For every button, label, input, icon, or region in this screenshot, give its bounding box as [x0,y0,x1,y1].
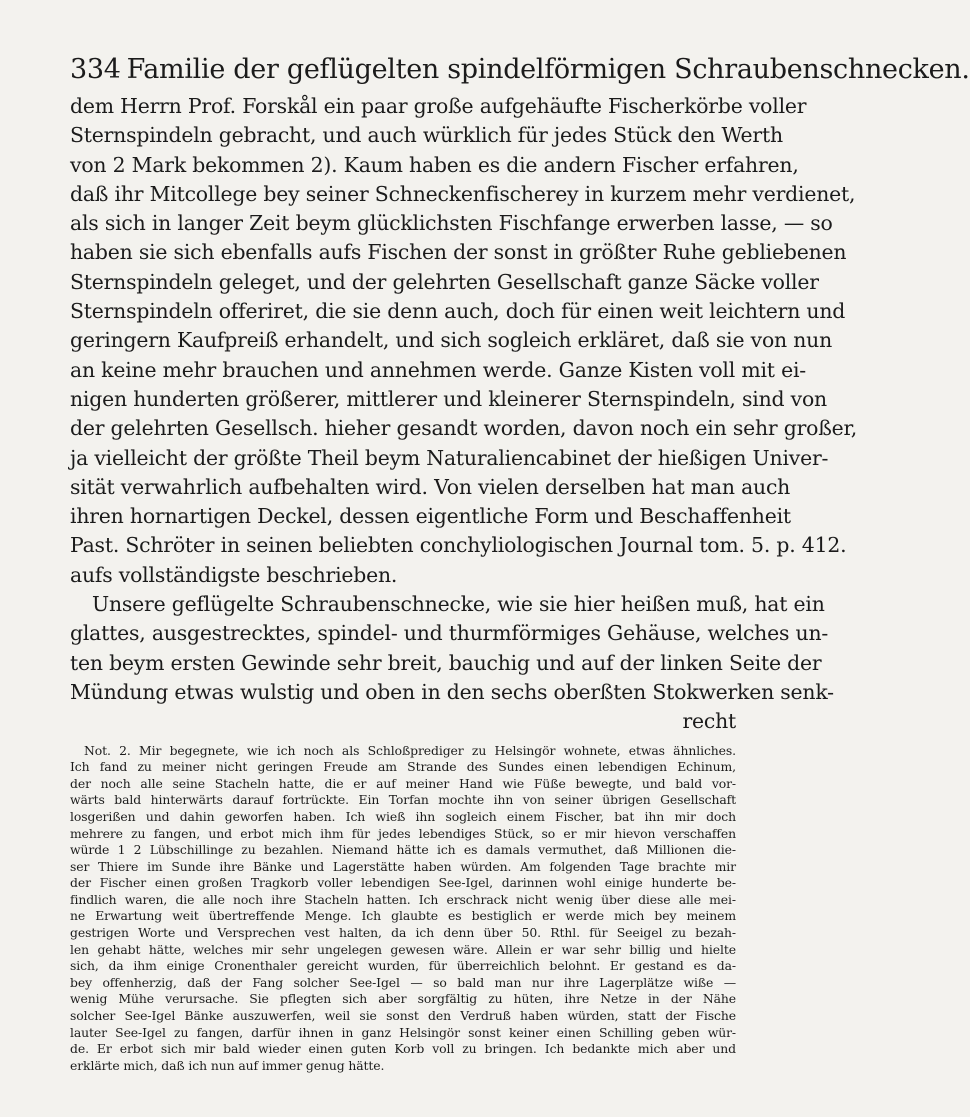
text-line: ihren hornartigen Deckel, dessen eigentliche Form und Beschaffenheit [70,504,791,529]
text-line: dem Herrn Prof. Forskål ein paar große aufgehäufte Fischerkörbe voller [70,94,807,118]
footnote-line: Ich fand zu meiner nicht geringen Freude am Strande des Sundes einen lebendigen Echinum, [70,759,736,775]
footnote-line: sich, da ihm einige Cronenthaler gereicht wurden, für überreichlich belohnt. Er gestand es da- [70,958,736,974]
main-text [70,92,858,737]
running-title: Familie der geflügelten spindelförmigen Schraubenschnecken. [126,54,970,85]
footnote-line: lauter See-Igel zu fangen, darfür ihnen in ganz Helsingör sonst keiner einen Schilling geben wür- [70,1024,736,1040]
footnote-line: solcher See-Igel Bänke auszuwerfen, weil sie sonst den Verdruß haben würden, statt der Fische [70,1008,736,1024]
text-line: Unsere geflügelte Schraubenschnecke, wie sie hier heißen muß, hat ein [92,592,825,617]
footnote-line: gestrigen Worte und Versprechen vest halten, da ich denn über 50. Rthl. für Seeigel zu bezah- [70,925,736,941]
footnote-line: len gehabt hätte, welches mir sehr ungelegen gewesen wäre. Allein er war sehr billig und hielte [70,941,736,957]
text-line: glattes, ausgestrecktes, spindel- und thurmförmiges Gehäuse, welches un- [70,621,829,646]
text-line: als sich in langer Zeit beym glücklichsten Fischfange erwerben lasse, — so [70,211,833,236]
text-line: daß ihr Mitcollege bey seiner Schneckenfischerey in kurzem mehr verdienet, [70,181,856,206]
footnote-line: erklärte mich, daß ich nun auf immer genug hätte. [70,1057,385,1073]
text-line: aufs vollständigste beschrieben. [70,562,398,587]
footnote-line: mehrere zu fangen, und erbot mich ihm für jedes lebendiges Stück, so er mir hievon verschaffen [70,825,736,841]
footnote-line: wärts bald hinterwärts darauf fortrückte. Ein Torfan mochte ihn von seiner übrigen Gesellschaft [70,792,736,808]
text-line: Sternspindeln geleget, und der gelehrten Gesellschaft ganze Säcke voller [70,269,819,294]
text-line: sität verwahrlich aufbehalten wird. Von vielen derselben hat man auch [70,474,791,499]
text-line: Sternspindeln offeriret, die sie denn auch, doch für einen weit leichtern und [70,299,846,324]
text-line: ten beym ersten Gewinde sehr breit, bauchig und auf der linken Seite der [70,650,822,675]
text-line: geringern Kaufpreiß erhandelt, und sich sogleich erkläret, daß sie von nun [70,328,833,353]
text-line: Sternspindeln gebracht, und auch würklich für jedes Stück den Werth [70,123,783,148]
footnote-line: ne Erwartung weit übertreffende Menge. Ich glaubte es bestiglich er werde mich bey meinem [70,908,736,924]
footnote-line: de. Er erbot sich mir bald wieder einen guten Korb voll zu bringen. Ich bedankte mich aber und [70,1041,736,1057]
catchword: recht [682,709,736,734]
footnote-line: Not. 2. Mir begegnete, wie ich noch als Schloßprediger zu Helsingör wohnete, etwas ähnliches. [84,742,736,758]
footnote-line: wenig Mühe verursache. Sie pflegten sich aber sorgfältig zu hüten, ihre Netze in der Nähe [70,991,736,1007]
page-header [70,52,970,88]
footnote-line: bey offenherzig, daß der Fang solcher See-Igel — so bald man nur ihre Lagerplätze wiße — [70,974,736,990]
text-line: der gelehrten Gesellsch. hieher gesandt worden, davon noch ein sehr großer, [70,416,858,441]
text-line: an keine mehr brauchen und annehmen werde. Ganze Kisten voll mit ei- [70,357,806,382]
text-line: von 2 Mark bekommen 2). Kaum haben es die andern Fischer erfahren, [70,152,799,177]
footnote-line: würde 1 2 Lübschillinge zu bezahlen. Niemand hätte ich es damals vermuthet, daß Millionen die- [70,842,736,858]
footnote-line: der Fischer einen großen Tragkorb voller lebendigen See-Igel, darinnen wohl einige hunderte be- [70,875,736,891]
footnote-line: der noch alle seine Stacheln hatte, die er auf meiner Hand wie Füße bewegte, und bald vor- [70,775,736,791]
text-line: nigen hunderten größerer, mittlerer und kleinerer Sternspindeln, sind von [70,386,827,411]
text-line: Past. Schröter in seinen beliebten conchyliologischen Journal tom. 5. p. 412. [70,533,847,558]
footnote [70,743,736,1075]
footnote-line: losgerißen und dahin geworfen haben. Ich wieß ihn sogleich einem Fischer, bat ihn mir doch [70,808,736,824]
footnote-line: findlich waren, die alle noch ihre Stacheln hatten. Ich erschrack nicht wenig über diese alle mei- [70,891,736,907]
text-line: Mündung etwas wulstig und oben in den sechs oberßten Stokwerken senk- [70,679,834,704]
text-line: ja vielleicht der größte Theil beym Naturaliencabinet der hießigen Univer- [70,445,829,470]
footnote-line: ser Thiere im Sunde ihre Bänke und Lagerstätte haben würden. Am folgenden Tage brachte mir [70,858,736,874]
text-line: haben sie sich ebenfalls aufs Fischen der sonst in größter Ruhe gebliebenen [70,240,847,265]
page-number: 334 [70,54,121,85]
